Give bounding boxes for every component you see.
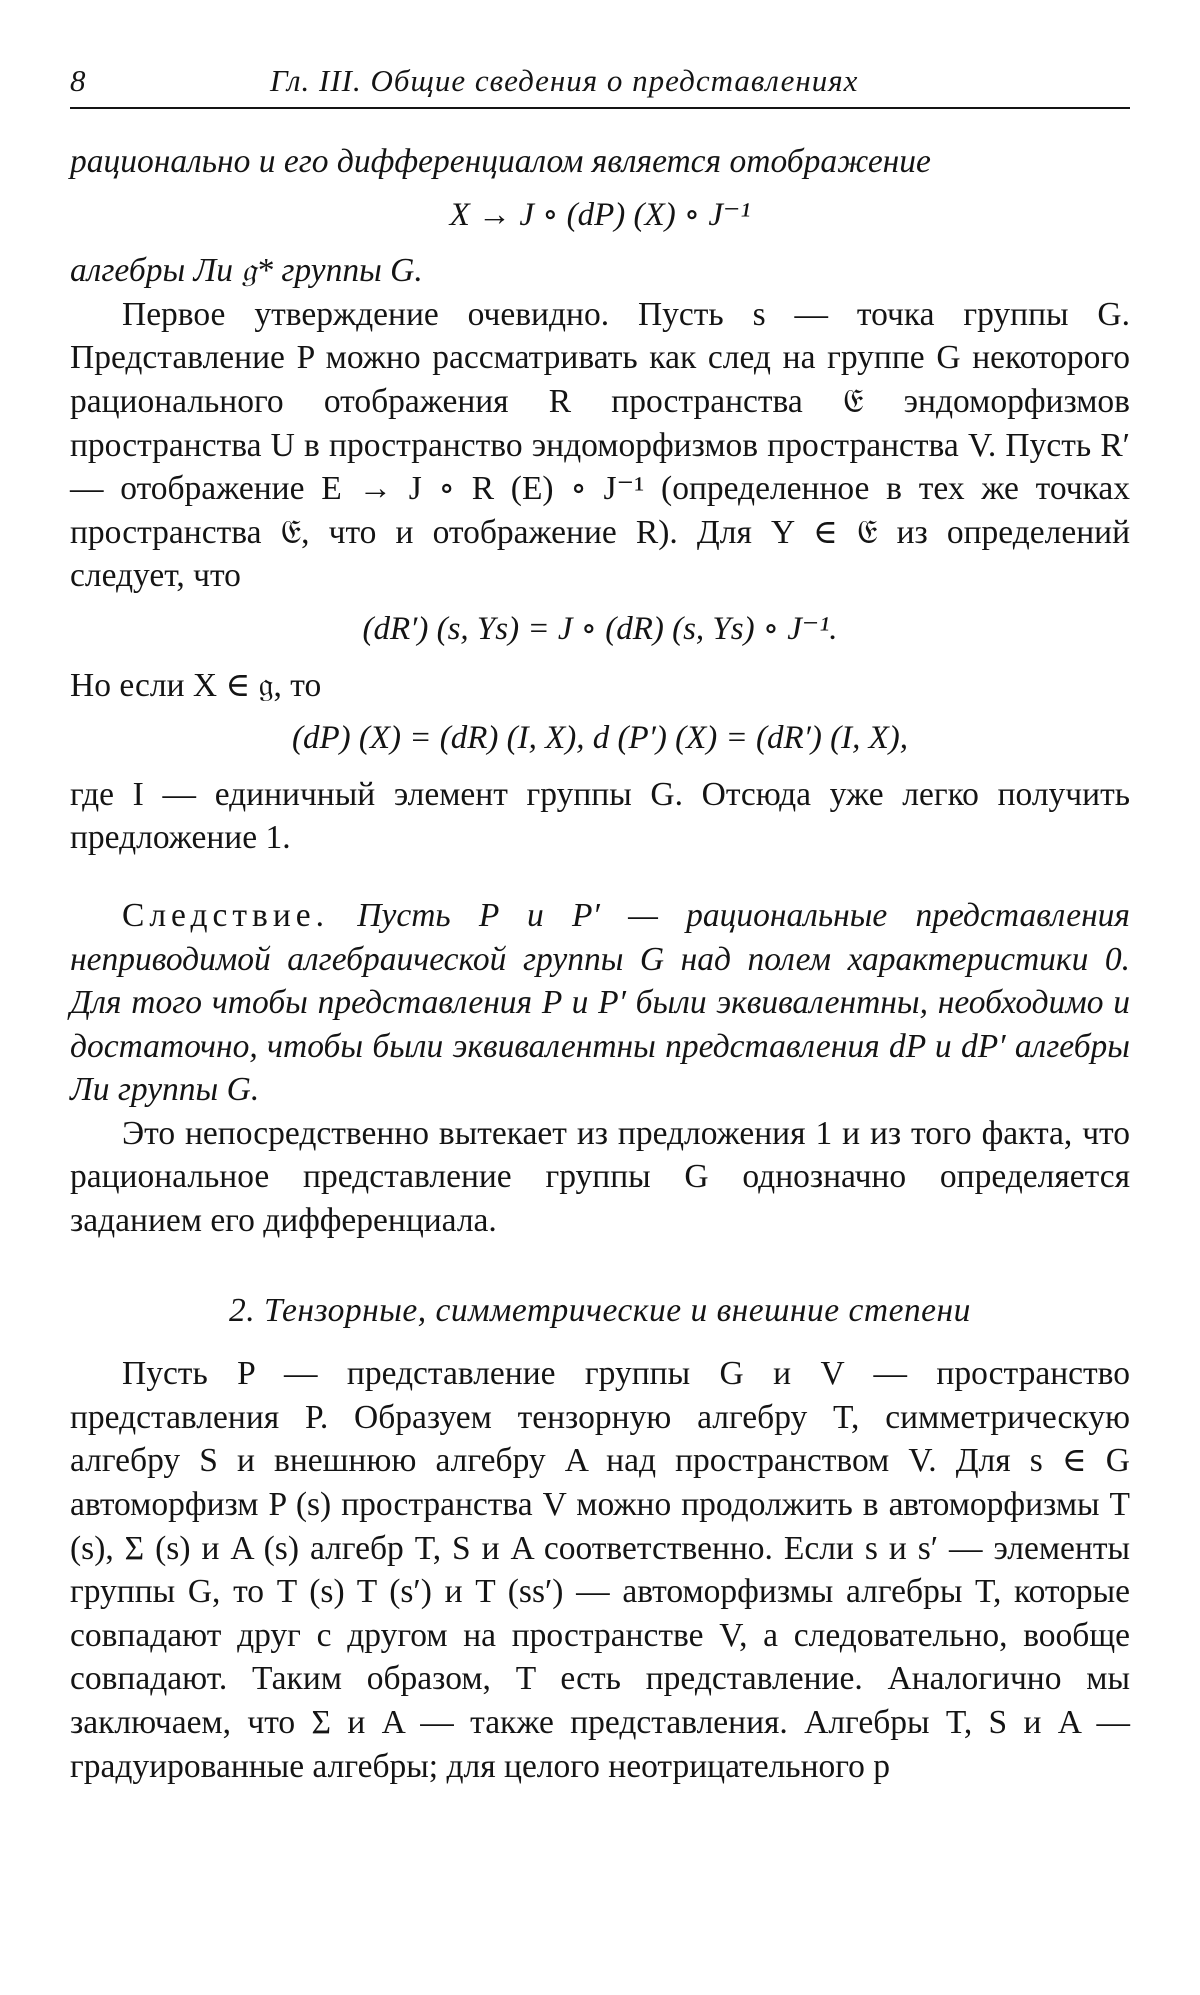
running-header [70,55,1130,107]
header-rule [70,107,1130,109]
chapter-title: Гл. III. Общие сведения о представлениях [270,63,859,98]
corollary [70,894,1130,1112]
formula-dr-prime: (dR′) (s, Ys) = J ∘ (dR) (s, Ys) ∘ J⁻¹. [362,610,838,647]
intro-line: рационально и его дифференциалом является отображение [70,143,931,180]
intro-end: алгебры Ли 𝔤* группы G. [70,252,423,290]
paragraph-tensor-algebra: Пусть P — представление группы G и V — пространство представления P. Образуем тензорную алгебру T, симметрическую алгебру S и внешнюю алгебру A над пространством V. Для s ∈ G автоморфизм P (s) пространства V можно продолжить в автоморфизмы T (s), Σ (s) и A (s) алгебр T, S и A соответственно. Если s и s′ — элементы группы G, то T (s) T (s′) и T (ss′) — автоморфизмы алгебры T, которые совпадают друг с другом на пространстве V, а следовательно, вообще совпадают. Таким образом, T есть представление. Аналогично мы заключаем, что Σ и A — также представления. Алгебры T, S и A — градуированные алгебры; для целого неотрицательного p [70,1355,1130,1785]
paragraph-proof: Первое утверждение очевидно. Пусть s — точка группы G. Представление P можно рассматривать как след на группе G некоторого рационального отображения R пространства 𝔈 эндоморфизмов пространства U в пространство эндоморфизмов пространства V. Пусть R′ — отображение E → J ∘ R (E) ∘ J⁻¹ (определенное в тех же точках пространства 𝔈, что и отображение R). Для Y ∈ 𝔈 из определений следует, что [70,295,1130,595]
spacer [70,860,1130,894]
paragraph-unit-element: где I — единичный элемент группы G. Отсюда уже легко получить предложение 1. [70,775,1130,857]
page-body [70,140,1130,1788]
page-number: 8 [70,63,86,98]
section-title: 2. Тензорные, симметрические и внешние степени [229,1291,971,1329]
line-but-if: Но если X ∈ 𝔤, то [70,666,322,704]
formula-dp: (dP) (X) = (dR) (I, X), d (P′) (X) = (dR′) (I, X), [291,720,909,757]
book-page [70,55,1131,1785]
corollary-text: Пусть P и P′ — рациональные представления неприводимой алгебраической группы G над полем характеристики 0. Для того чтобы представления P и P′ были эквивалентны, необходимо и достаточно, чтобы были эквивалентны представления dP и dP′ алгебры Ли группы G. [70,896,1131,1109]
corollary-label: Следствие. [122,896,330,934]
paragraph-corollary-proof: Это непосредственно вытекает из предложения 1 и из того факта, что рациональное представление группы G однозначно определяется заданием его дифференциала. [70,1114,1130,1240]
formula-differential: X → J ∘ (dP) (X) ∘ J⁻¹ [449,196,751,233]
